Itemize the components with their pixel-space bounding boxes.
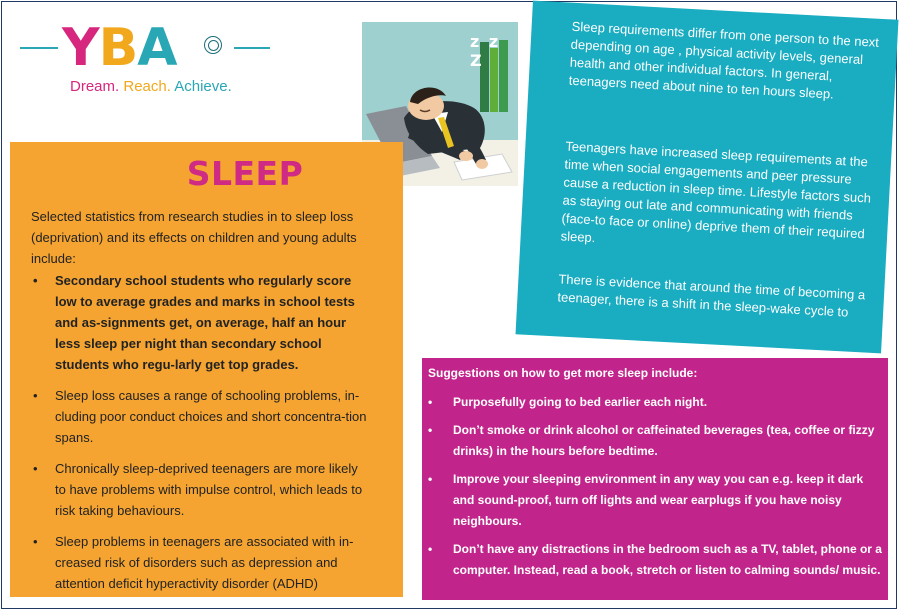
tip-item: • Improve your sleeping environment in any way you can e.g. keep it dark and sound-proof, turn off lights and wear earplugs if you have noisy neighbours. [428,469,884,532]
sleep-stat-item: • Chronically sleep-deprived teenagers are more likely to have problems with impulse control, which leads to risk taking behaviours. [31,458,369,521]
sleep-intro: Selected statistics from research studies in to sleep loss (deprivation) and its effects on children and young adults include: [31,209,357,266]
tip-item: • Don’t smoke or drink alcohol or caffeinated beverages (tea, coffee or fizzy drinks) in the hours before bedtime. [428,420,884,462]
tagline-reach: Reach. [123,78,171,95]
tips-heading: Suggestions on how to get more sleep include: [428,366,698,380]
snore-text: z z Z [470,32,501,70]
logo-seal-icon [204,36,222,54]
logo-letters [62,20,177,76]
tagline-achieve: Achieve. [174,78,232,95]
tip-item: • Purposefully going to bed earlier each night. [428,392,884,413]
tip-item: • Don’t have any distractions in the bedroom such as a TV, tablet, phone or a computer. Instead, read a book, stretch or listen to calming sounds/ music. [428,539,884,581]
sleep-stat-item: • Sleep loss causes a range of schooling problems, in-cluding poor conduct choices and short concentra-tion spans. [31,385,369,448]
logo-letter-a: A [137,18,177,78]
yba-logo [20,18,270,102]
logo-letter-b: B [98,18,138,78]
logo-line-right [234,47,270,49]
requirements-paragraph-1: Sleep requirements differ from one person to the next depending on age , physical activity levels, general health and other individual factors. In general, teenagers need about nine to ten hours sleep. [568,18,880,102]
requirements-paragraph-3: There is evidence that around the time of becoming a teenager, there is a shift in the sleep-wake cycle to [557,271,866,320]
sleep-stat-item: • Secondary school students who regularly score low to average grades and marks in school tests and as-signments get, on average, half an hour less sleep per night than secondary school students who regu-larly get top grades. [31,270,369,375]
tips-list [428,392,884,588]
logo-tagline [70,78,232,95]
sleep-statistics-panel [10,142,403,597]
logo-letter-y: Y [62,18,99,78]
logo-line-left [20,47,58,49]
sleep-statistics-list [31,270,369,604]
sleep-title: SLEEP [186,154,304,193]
requirements-paragraph-2: Teenagers have increased sleep requirements at the time when social engagements and peer pressure cause a reduction in sleep time. Lifestyle factors such as staying out late and communicating with friends (face-to face or online) deprive them of their required sleep. [560,138,872,246]
sleep-stat-item: • Sleep problems in teenagers are associated with in-creased risk of disorders such as depression and attention deficit hyperactivity disorder (ADHD) [31,531,369,594]
tagline-dream: Dream. [70,78,120,95]
sleep-requirements-panel [516,1,899,354]
sleep-tips-panel [422,358,888,600]
